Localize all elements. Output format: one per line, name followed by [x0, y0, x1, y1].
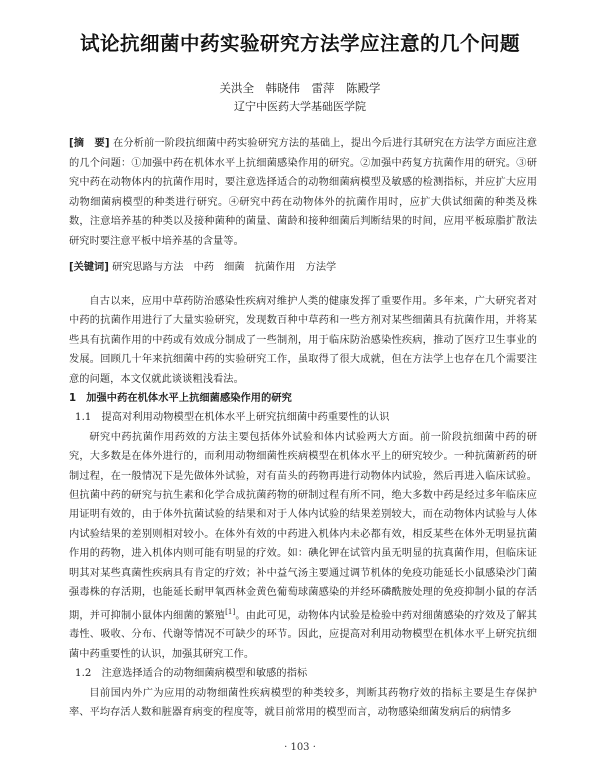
- body-paragraph: [69, 428, 537, 664]
- page-number: · 103 ·: [284, 742, 316, 753]
- body-paragraph: 目前国内外广为应用的动物细菌性疾病模型的种类较多，判断其药物疗效的指标主要是生存保护率、平均存活人数和脏器育病变的程度等，就目前常用的模型而言，动物感染细菌发病后的病情多: [69, 687, 537, 718]
- body-text: [69, 292, 537, 722]
- citation-ref: [1]: [225, 607, 236, 616]
- abstract-label: [摘 要]: [69, 138, 110, 149]
- paper-title: 试论抗细菌中药实验研究方法学应注意的几个问题: [79, 32, 520, 55]
- author-list: 关洪全 韩晓伟 雷萍 陈殿学: [219, 81, 381, 95]
- paragraph-text-end: 。由此可见，动物体内试验是检验中药对细菌感染的疗效及了解其毒性、吸收、分布、代谢等情况不可缺少的环节。因此，应提高对利用动物模型在机体水平上研究抗细菌中药重要性的认识，加强其研究工作。: [69, 609, 537, 660]
- subsection-title: 提高对利用动物模型在机体水平上研究抗细菌中药重要性的认识: [101, 412, 390, 424]
- keywords-label: [关键词]: [69, 262, 109, 273]
- subsection-number: 1.2: [75, 668, 92, 680]
- section-number: 1: [69, 393, 77, 405]
- section-heading: [69, 389, 537, 408]
- section-title: 加强中药在机体水平上抗细菌感染作用的研究: [86, 393, 292, 405]
- abstract-block: [69, 134, 537, 252]
- subsection-heading: [69, 664, 537, 683]
- subsection-title: 注意选择适合的动物细菌病模型和敏感的指标: [101, 668, 308, 680]
- abstract-text: 在分析前一阶段抗细菌中药实验研究方法的基础上，提出今后进行其研究在方法学方面应注意的几个问题：①加强中药在机体水平上抗细菌感染作用的研究。②加强中药复方抗菌作用的研究。③研究中药在动物体内的抗菌作用时，要注意选择适合的动物细菌病模型及敏感的检测指标，并应扩大应用动物细菌病模型的种类进行研究。④研究中药在动物体外的抗菌作用时，应扩大供试细菌的种类及株数，注意培养基的种类以及接种菌种的菌量、菌龄和接种细菌后判断结果的时间，应用平板琼脂扩散法研究时要注意平板中培养基的含量等。: [69, 138, 538, 247]
- keywords-block: [69, 259, 537, 277]
- subsection-heading: [69, 408, 537, 427]
- intro-paragraph: 自古以来，应用中草药防治感染性疾病对维护人类的健康发挥了重要作用。多年来，广大研究者对中药的抗菌作用进行了大量实验研究，发现数百种中草药和一些方剂对某些细菌具有抗菌作用，并将某些具有抗菌作用的中药或有效成分制成了一些制剂，用于临床防治感染性疾病，推动了医疗卫生事业的发展。回顾几十年来抗细菌中药的实验研究工作，虽取得了很大成就，但在方法学上也存在几个需要注意的问题，本文仅就此谈谈粗浅看法。: [69, 296, 537, 385]
- paragraph-text: 研究中药抗菌作用药效的方法主要包括体外试验和体内试验两大方面。前一阶段抗细菌中药的研究，大多数是在体外进行的，而利用动物细菌性疾病模型在机体水平上的研究较少。一种抗菌新药的研制过程，在一般情况下是先做体外试验，对有苗头的药物再进行动物体内试验，然后再进入临床试验。但抗菌中药的研究与抗生素和化学合成抗菌药物的研制过程有所不同，绝大多数中药是经过多年临床应用证明有效的，由于体外抗菌试验的结果和对于人体内试验的结果差别较大，而在动物体内试验与人体内试验结果的差别则相对较小。在体外有效的中药进入机体内未必都有效，相反某些在体外无明显抗菌作用的药物，进入机体内则可能有明显的疗效。如：碘化钾在试管内虽无明显的抗真菌作用，但临床证明其对某些真菌性疾病具有肯定的疗效；补中益气汤主要通过调节机体的免疫功能延长小鼠感染沙门菌强毒株的存活期，也能延长耐甲氧西林金黄色葡萄球菌感染的并经环磷酰胺处理的免疫抑制小鼠的存活期，并可抑制小鼠体内细菌的繁殖: [69, 431, 537, 621]
- keywords-text: 研究思路与方法 中药 细菌 抗菌作用 方法学: [112, 262, 337, 273]
- affiliation: 辽宁中医药大学基础医学院: [234, 100, 366, 113]
- subsection-number: 1.1: [75, 412, 92, 424]
